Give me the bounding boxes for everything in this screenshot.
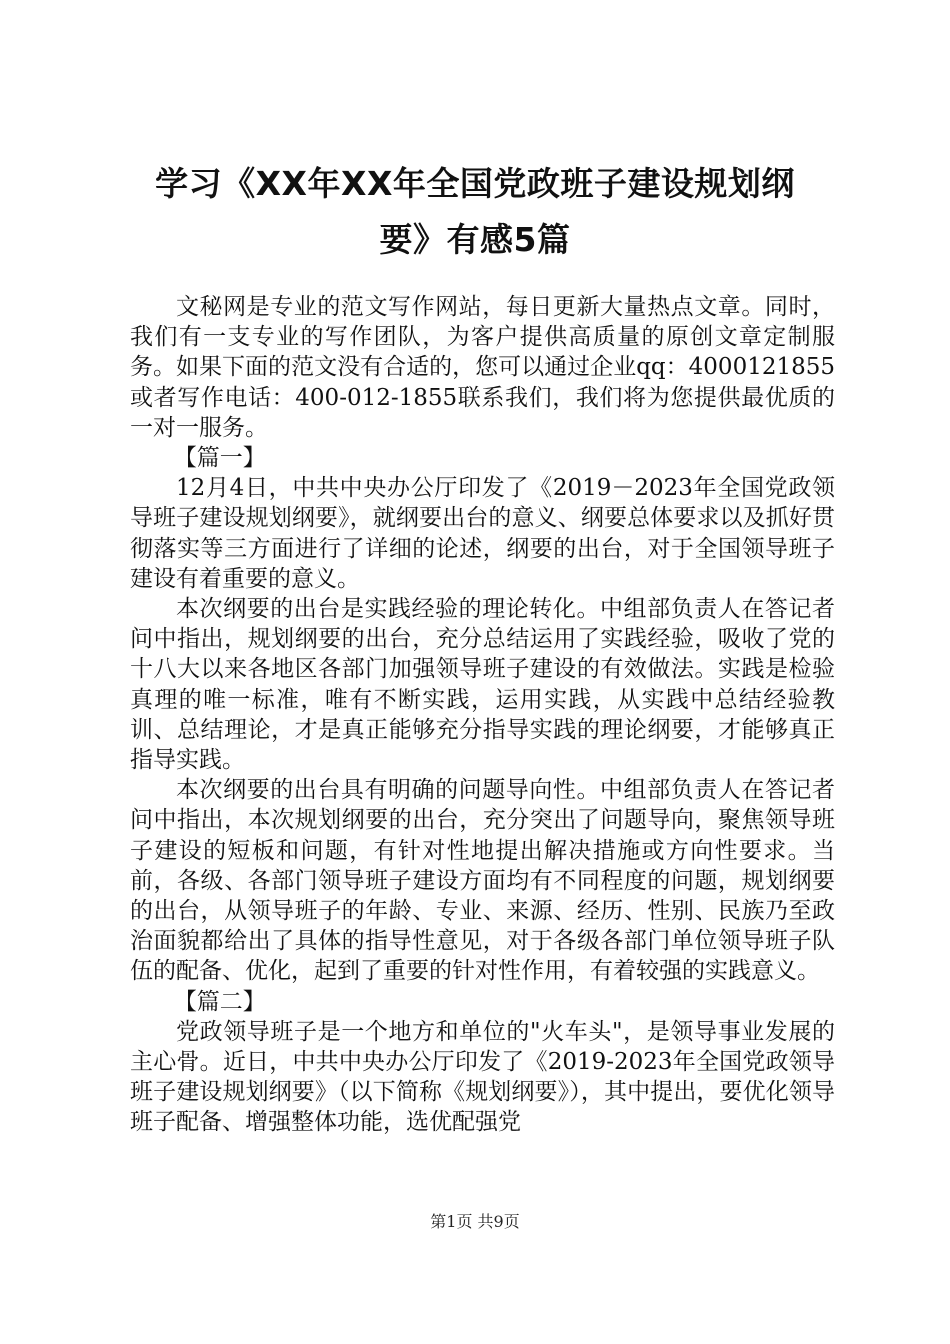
- section-label-2: 【篇二】: [173, 988, 266, 1015]
- document-title: [120, 156, 830, 268]
- paragraph: 本次纲要的出台具有明确的问题导向性。中组部负责人在答记者问中指出，本次规划纲要的出台，充分突出了问题导向，聚焦领导班子建设的短板和问题，有针对性地提出解决措施或方向性要求。当前，各级、各部门领导班子建设方面均有不同程度的问题，规划纲要的出台，从领导班子的年龄、专业、来源、经历、性别、民族乃至政治面貌都给出了具体的指导性意见，对于各级各部门单位领导班子队伍的配备、优化，起到了重要的针对性作用，有着较强的实践意义。: [130, 777, 835, 985]
- intro-paragraph: 文秘网是专业的范文写作网站，每日更新大量热点文章。同时，我们有一支专业的写作团队，为客户提供高质量的原创文章定制服务。如果下面的范文没有合适的，您可以通过企业qq：4000121855或者写作电话：400-012-1855联系我们，我们将为您提供最优质的一对一服务。: [130, 294, 835, 441]
- title-line-1: 学习《XX年XX年全国党政班子建设规划纲: [155, 164, 795, 203]
- document-body: [130, 292, 835, 1138]
- paragraph: 党政领导班子是一个地方和单位的"火车头"，是领导事业发展的主心骨。近日，中共中央办公厅印发了《2019-2023年全国党政领导班子建设规划纲要》（以下简称《规划纲要》），其中提出，要优化领导班子配备、增强整体功能，选优配强党: [130, 1018, 835, 1136]
- section-label-1: 【篇一】: [173, 445, 266, 472]
- page-footer: 第1页 共9页: [430, 1212, 520, 1231]
- paragraph: 12月4日，中共中央办公厅印发了《2019－2023年全国党政领导班子建设规划纲要》，就纲要出台的意义、纲要总体要求以及抓好贯彻落实等三方面进行了详细的论述，纲要的出台，对于全国领导班子建设有着重要的意义。: [130, 475, 835, 592]
- paragraph: 本次纲要的出台是实践经验的理论转化。中组部负责人在答记者问中指出，规划纲要的出台，充分总结运用了实践经验，吸收了党的十八大以来各地区各部门加强领导班子建设的有效做法。实践是检验真理的唯一标准，唯有不断实践，运用实践，从实践中总结经验教训、总结理论，才是真正能够充分指导实践的理论纲要，才能够真正指导实践。: [130, 596, 835, 774]
- title-line-2: 要》有感5篇: [379, 220, 571, 259]
